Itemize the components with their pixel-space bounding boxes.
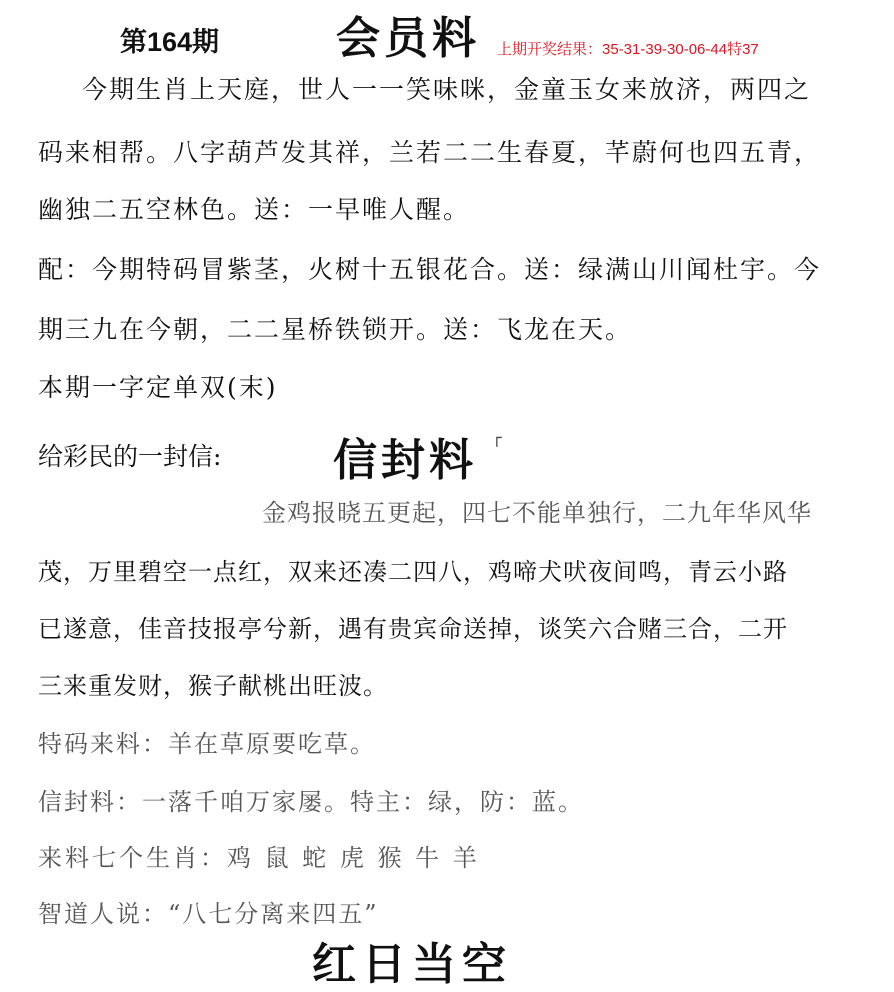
issue-number: 第164期: [120, 27, 220, 57]
letter-line: 三来重发财，猴子献桃出旺波。: [38, 672, 388, 700]
letter-title: 信封料: [333, 435, 477, 486]
footer-title: 红日当空: [312, 939, 512, 990]
member-line: 今期生肖上天庭，世人一一笑味咪，金童玉女来放济，两四之: [82, 75, 812, 104]
tip-line: 智道人说：“八七分离来四五”: [38, 900, 379, 928]
member-title: 会员料: [336, 13, 480, 64]
tip-line: 信封料：一落千咱万家屡。特主：绿，防：蓝。: [38, 788, 584, 816]
member-line: 幽独二五空林色。送：一早唯人醒。: [38, 195, 471, 224]
letter-line: 茂，万里碧空一点红，双来还凑二四八，鸡啼犬吠夜间鸣，青云小路: [38, 558, 788, 586]
last-result: 上期开奖结果：35-31-39-30-06-44特37: [497, 41, 759, 58]
letter-label: 给彩民的一封信:: [38, 442, 222, 471]
member-line: 期三九在今朝，二二星桥铁锁开。送：飞龙在天。: [38, 315, 633, 344]
tip-line: 特码来料：羊在草原要吃草。: [38, 730, 376, 758]
member-line: 码来相帮。八字葫芦发其祥，兰若二二生春夏，芊蔚何也四五青，: [38, 138, 822, 167]
letter-line: 金鸡报晓五更起，四七不能单独行，二九年华风华: [262, 499, 812, 527]
tip-line: 来料七个生肖：鸡 鼠 蛇 虎 猴 牛 羊: [38, 844, 480, 872]
corner-mark: ┌: [492, 428, 502, 447]
member-line: 配：今期特码冒紫茎，火树十五银花合。送：绿满山川闻杜宇。今: [38, 255, 822, 284]
member-line: 本期一字定单双(末): [38, 373, 278, 402]
letter-line: 已遂意，佳音技报亭兮新，遇有贵宾命送掉，谈笑六合赌三合，二开: [38, 615, 788, 643]
